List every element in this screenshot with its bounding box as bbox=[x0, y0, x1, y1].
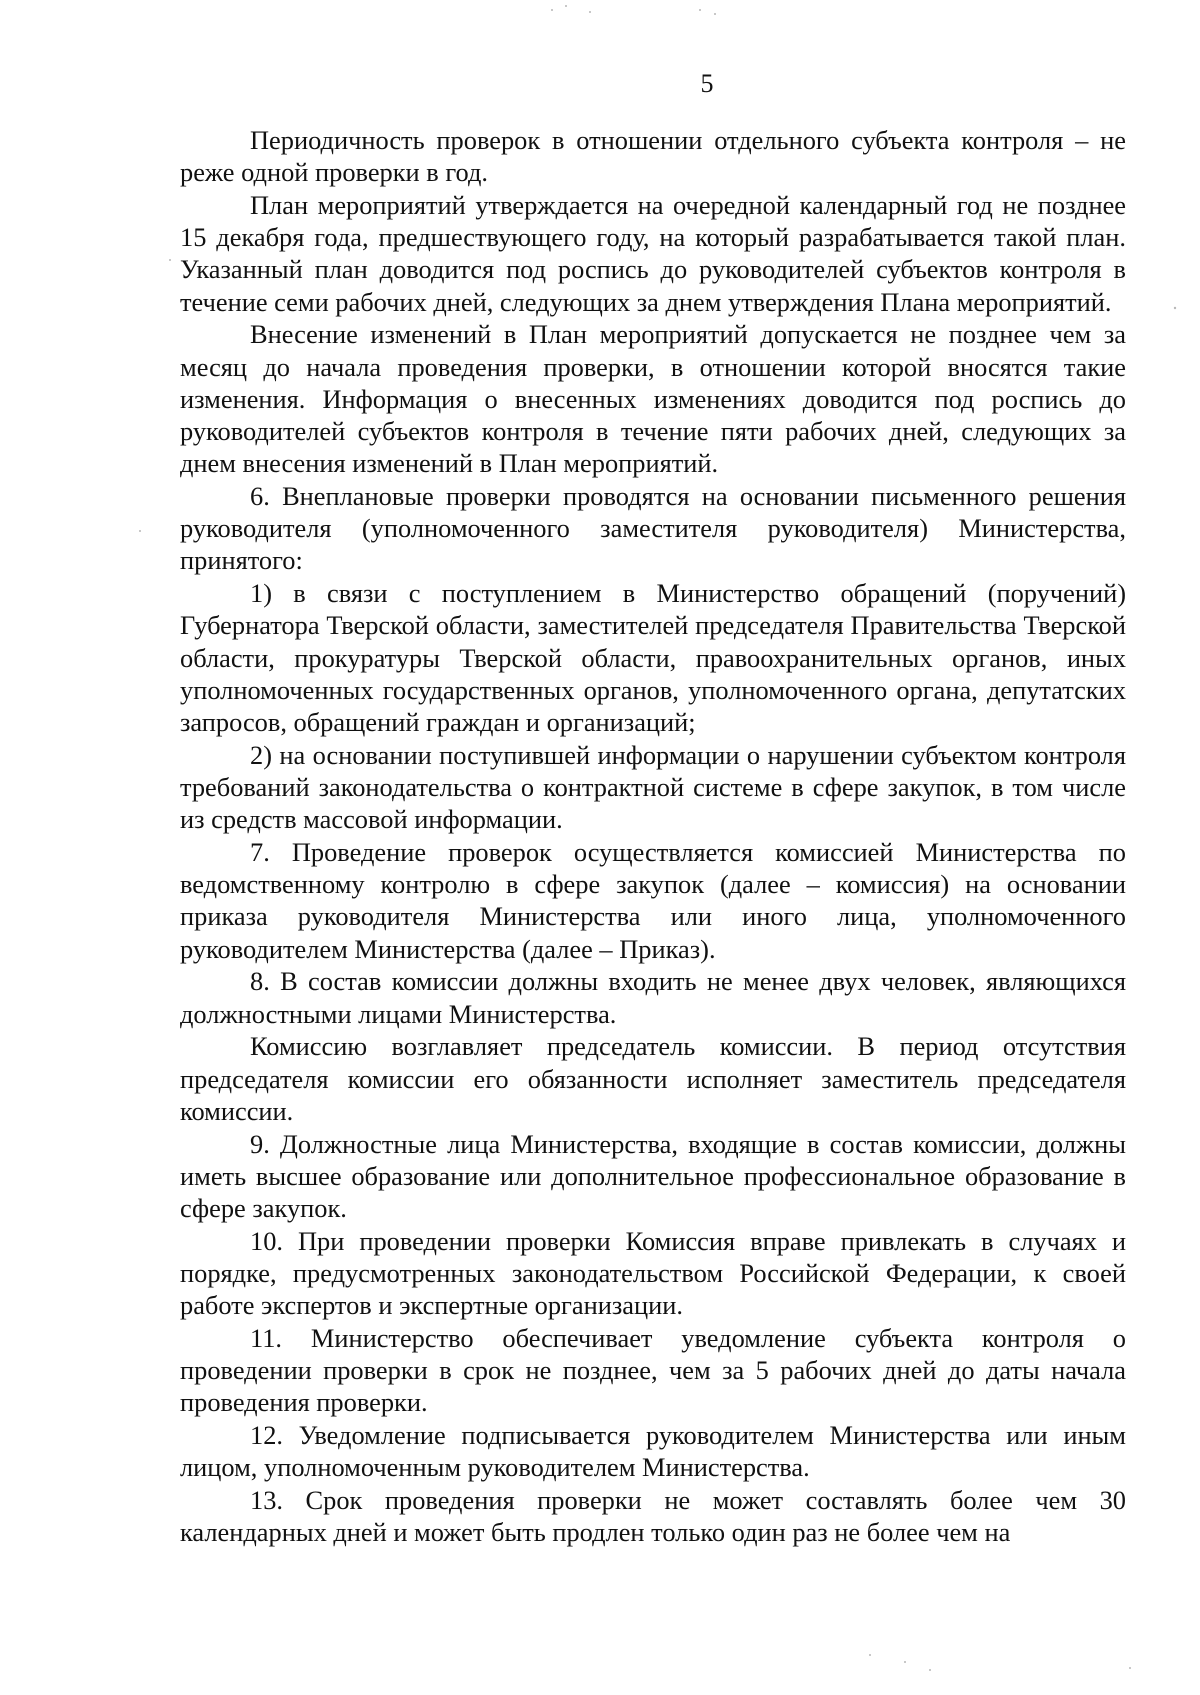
paragraph-item-11: 11. Министерство обеспечивает уведомление субъекта контроля о проведении проверки в срок не позднее, чем за 5 рабочих дней до даты начала проведения проверки. bbox=[180, 1323, 1126, 1418]
paragraph-subitem-2: 2) на основании поступившей информации о нарушении субъектом контроля требований законодательства о контрактной системе в сфере закупок, в том числе из средств массовой информации. bbox=[180, 739, 1126, 835]
paragraph-item-8: 8. В состав комиссии должны входить не менее двух человек, являющихся должностными лицами Министерства. bbox=[180, 966, 1126, 1029]
paragraph-item-6: 6. Внеплановые проверки проводятся на основании письменного решения руководителя (уполномоченного заместителя руководителя) Министерства, принятого: bbox=[180, 481, 1126, 576]
paragraph-item-13: 13. Срок проведения проверки не может составлять более чем 30 календарных дней и может быть продлен только один раз не более чем на bbox=[180, 1485, 1126, 1548]
paragraph-item-12: 12. Уведомление подписывается руководителем Министерства или иным лицом, уполномоченным руководителем Министерства. bbox=[180, 1420, 1126, 1483]
paragraph-commission-head: Комиссию возглавляет председатель комиссии. В период отсутствия председателя комиссии его обязанности исполняет заместитель председателя комиссии. bbox=[180, 1031, 1126, 1126]
paragraph-3: Внесение изменений в План мероприятий допускается не позднее чем за месяц до начала проведения проверки, в отношении которой вносятся такие изменения. Информация о внесенных изменениях доводится под роспись до руководителей субъектов контроля в течение пяти рабочих дней, следующих за днем внесения изменений в План мероприятий. bbox=[180, 319, 1126, 479]
paragraph-2: План мероприятий утверждается на очередной календарный год не позднее 15 декабря года, предшествующего году, на который разрабатывается такой план. Указанный план доводится под роспись до руководителей субъектов контроля в течение семи рабочих дней, следующих за днем утверждения Плана мероприятий. bbox=[180, 190, 1126, 317]
paragraph-item-7: 7. Проведение проверок осуществляется комиссией Министерства по ведомственному контролю в сфере закупок (далее – комиссия) на основании приказа руководителя Министерства или иного лица, уполномоченного руководителем Министерства (далее – Приказ). bbox=[180, 837, 1126, 964]
page-number: 5 bbox=[700, 69, 714, 98]
paragraph-item-9: 9. Должностные лица Министерства, входящие в состав комиссии, должны иметь высшее образование или дополнительное профессиональное образование в сфере закупок. bbox=[180, 1128, 1126, 1224]
paragraph-1: Периодичность проверок в отношении отдельного субъекта контроля – не реже одной проверки в год. bbox=[180, 125, 1126, 188]
paragraph-subitem-1: 1) в связи с поступлением в Министерство обращений (поручений) Губернатора Тверской области, заместителей председателя Правительства Тверской области, прокуратуры Тверской области, правоохранительных органов, иных уполномоченных государственных органов, уполномоченного органа, депутатских запросов, обращений граждан и организаций; bbox=[180, 578, 1126, 738]
paragraph-item-10: 10. При проведении проверки Комиссия вправе привлекать в случаях и порядке, предусмотренных законодательством Российской Федерации, к своей работе экспертов и экспертные организации. bbox=[180, 1225, 1126, 1321]
